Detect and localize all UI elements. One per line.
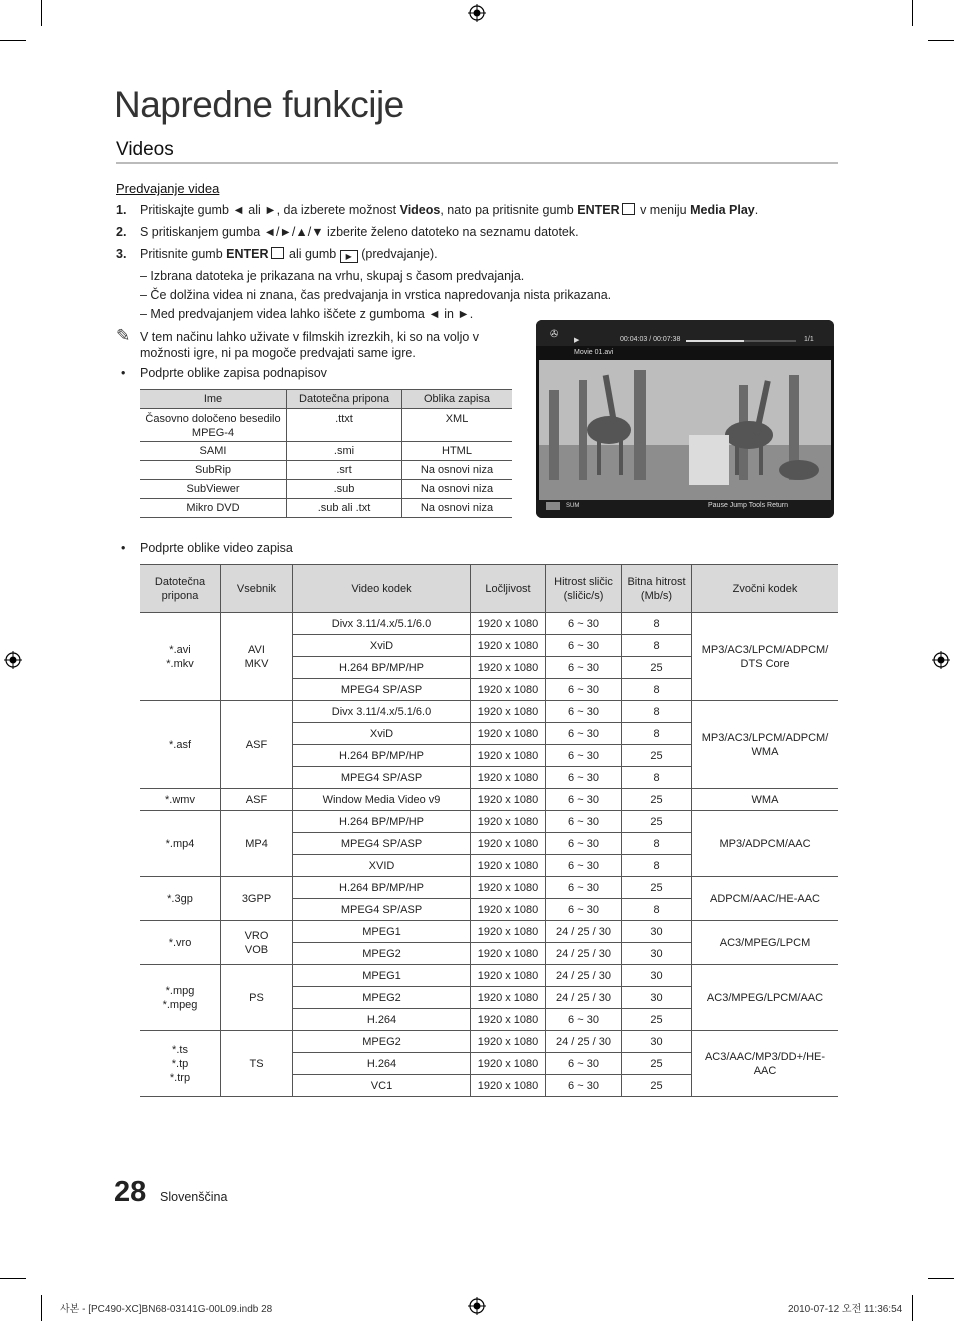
table-cell: *.ts *.tp *.trp (140, 1031, 221, 1097)
table-cell: 25 (622, 1075, 692, 1097)
note-line: V tem načinu lahko uživate v filmskih izrezkih, ki so na voljo v (140, 330, 480, 344)
usb-icon (546, 502, 560, 510)
table-cell: 1920 x 1080 (471, 943, 546, 965)
table-cell: MP4 (221, 811, 293, 877)
table-row (140, 701, 838, 723)
table-cell: 8 (622, 899, 692, 921)
table-cell: H.264 (293, 1053, 471, 1075)
enter-icon (271, 247, 284, 259)
table-cell: 25 (622, 657, 692, 679)
section-heading: Videos (116, 139, 174, 160)
table-cell: *.mp4 (140, 811, 221, 877)
table-cell: 1920 x 1080 (471, 745, 546, 767)
table-row (140, 613, 838, 635)
table-cell: *.wmv (140, 789, 221, 811)
table-cell: Na osnovi niza (402, 461, 513, 480)
table-cell: 1920 x 1080 (471, 855, 546, 877)
crop-mark (41, 0, 42, 26)
table-cell: Window Media Video v9 (293, 789, 471, 811)
table-header: Hitrost sličic (sličic/s) (546, 565, 622, 613)
table-cell: 6 ~ 30 (546, 833, 622, 855)
page-number: 28 (114, 1176, 147, 1208)
table-cell: 1920 x 1080 (471, 635, 546, 657)
table-cell: 1920 x 1080 (471, 965, 546, 987)
table-cell: 8 (622, 723, 692, 745)
table-cell: 25 (622, 745, 692, 767)
table-cell: H.264 BP/MP/HP (293, 811, 471, 833)
table-cell: 6 ~ 30 (546, 899, 622, 921)
table-cell: MPEG1 (293, 921, 471, 943)
table-cell: XML (402, 409, 513, 442)
table-cell: 1920 x 1080 (471, 723, 546, 745)
table-cell: 1920 x 1080 (471, 1053, 546, 1075)
table-cell: MPEG4 SP/ASP (293, 899, 471, 921)
table-cell: H.264 BP/MP/HP (293, 877, 471, 899)
table-cell: 6 ~ 30 (546, 723, 622, 745)
crop-mark (912, 0, 913, 26)
dash-item: – Če dolžina videa ni znana, čas predvajanja in vrstica napredovanja nista prikazana. (140, 288, 612, 302)
movie-icon: ✇ (550, 329, 559, 340)
table-cell: 30 (622, 921, 692, 943)
table-cell: 1920 x 1080 (471, 921, 546, 943)
table-cell: 25 (622, 1009, 692, 1031)
table-cell: 24 / 25 / 30 (546, 1031, 622, 1053)
table-cell: 1920 x 1080 (471, 833, 546, 855)
table-cell: 8 (622, 679, 692, 701)
table-cell: 1920 x 1080 (471, 1075, 546, 1097)
table-cell: 6 ~ 30 (546, 855, 622, 877)
table-cell: Na osnovi niza (402, 499, 513, 518)
table-cell: *.3gp (140, 877, 221, 921)
table-cell: 6 ~ 30 (546, 679, 622, 701)
table-cell: 6 ~ 30 (546, 613, 622, 635)
video-player-screenshot (536, 320, 834, 518)
crop-mark (912, 1295, 913, 1321)
table-cell: MPEG2 (293, 987, 471, 1009)
table-cell: *.vro (140, 921, 221, 965)
table-cell: XviD (293, 723, 471, 745)
table-cell: 1920 x 1080 (471, 811, 546, 833)
player-top-bar (536, 320, 834, 346)
table-cell: .sub ali .txt (287, 499, 402, 518)
table-cell: 6 ~ 30 (546, 701, 622, 723)
table-cell: AVI MKV (221, 613, 293, 701)
registration-mark-icon (932, 651, 950, 669)
video-format-table (140, 564, 838, 1097)
table-header: Bitna hitrost (Mb/s) (622, 565, 692, 613)
table-row (140, 965, 838, 987)
table-cell: 25 (622, 789, 692, 811)
table-header: Vsebnik (221, 565, 293, 613)
file-info: 사본 - [PC490-XC]BN68-03141G-00L09.indb 28 (60, 1304, 273, 1315)
table-cell: Divx 3.11/4.x/5.1/6.0 (293, 701, 471, 723)
table-cell: 8 (622, 635, 692, 657)
bullet-subtitles: • Podprte oblike zapisa podnapisov (121, 366, 327, 380)
table-cell: AC3/MPEG/LPCM/AAC (692, 965, 839, 1031)
table-cell: *.avi *.mkv (140, 613, 221, 701)
table-cell: 1920 x 1080 (471, 899, 546, 921)
table-cell: 24 / 25 / 30 (546, 921, 622, 943)
table-cell: 6 ~ 30 (546, 1075, 622, 1097)
table-cell: 24 / 25 / 30 (546, 965, 622, 987)
crop-mark (928, 40, 954, 41)
table-cell: 6 ~ 30 (546, 635, 622, 657)
table-header: Ločljivost (471, 565, 546, 613)
table-cell: 6 ~ 30 (546, 657, 622, 679)
table-cell: AC3/MPEG/LPCM (692, 921, 839, 965)
table-cell: 1920 x 1080 (471, 1031, 546, 1053)
print-date: 2010-07-12 오전 11:36:54 (788, 1304, 903, 1315)
table-cell: 1920 x 1080 (471, 877, 546, 899)
section-divider (116, 162, 838, 164)
step-2: 2. S pritiskanjem gumba ◄/►/▲/▼ izberite želeno datoteko na seznamu datotek. (116, 225, 579, 239)
table-cell: 1920 x 1080 (471, 767, 546, 789)
table-cell: 6 ~ 30 (546, 767, 622, 789)
table-header: Oblika zapisa (402, 390, 513, 409)
table-cell: .srt (287, 461, 402, 480)
progress-fill (686, 340, 744, 342)
table-cell: MP3/AC3/LPCM/ADPCM/ DTS Core (692, 613, 839, 701)
dash-item: – Med predvajanjem videa lahko iščete z gumboma ◄ in ►. (140, 307, 474, 321)
bullet-video: • Podprte oblike video zapisa (121, 541, 293, 555)
table-cell: 6 ~ 30 (546, 811, 622, 833)
note-line: možnosti igre, ni pa mogoče predvajati same igre. (140, 346, 416, 360)
table-cell: H.264 BP/MP/HP (293, 745, 471, 767)
table-cell: 30 (622, 1031, 692, 1053)
table-cell: Na osnovi niza (402, 480, 513, 499)
table-row (140, 877, 838, 899)
language-label: Slovenščina (160, 1190, 228, 1204)
table-cell: XVID (293, 855, 471, 877)
table-cell: MPEG4 SP/ASP (293, 679, 471, 701)
table-cell: MPEG2 (293, 1031, 471, 1053)
table-cell: 25 (622, 877, 692, 899)
table-cell: 6 ~ 30 (546, 1009, 622, 1031)
table-cell: AC3/AAC/MP3/DD+/HE- AAC (692, 1031, 839, 1097)
subtitle-format-table (140, 389, 512, 518)
table-row (140, 789, 838, 811)
table-cell: Divx 3.11/4.x/5.1/6.0 (293, 613, 471, 635)
table-cell: 8 (622, 855, 692, 877)
table-cell: 30 (622, 943, 692, 965)
table-row (140, 921, 838, 943)
table-cell: *.asf (140, 701, 221, 789)
crop-mark (41, 1295, 42, 1321)
table-cell: 1920 x 1080 (471, 679, 546, 701)
table-cell: SubRip (140, 461, 287, 480)
page-indicator: 1/1 (804, 336, 814, 343)
bullet-icon: • (121, 541, 126, 555)
table-cell: MP3/AC3/LPCM/ADPCM/ WMA (692, 701, 839, 789)
table-cell: MPEG4 SP/ASP (293, 767, 471, 789)
table-cell: MPEG4 SP/ASP (293, 833, 471, 855)
table-cell: MPEG2 (293, 943, 471, 965)
table-cell: .sub (287, 480, 402, 499)
table-cell: *.mpg *.mpeg (140, 965, 221, 1031)
table-cell: 8 (622, 613, 692, 635)
table-cell: SubViewer (140, 480, 287, 499)
dash-item: – Izbrana datoteka je prikazana na vrhu, skupaj s časom predvajanja. (140, 269, 525, 283)
table-cell: 24 / 25 / 30 (546, 943, 622, 965)
table-cell: 8 (622, 833, 692, 855)
table-cell: SAMI (140, 442, 287, 461)
table-cell: H.264 (293, 1009, 471, 1031)
progress-bar (686, 340, 796, 342)
table-header: Ime (140, 390, 287, 409)
table-cell: .smi (287, 442, 402, 461)
table-cell: 6 ~ 30 (546, 1053, 622, 1075)
table-cell: 30 (622, 965, 692, 987)
table-cell: 1920 x 1080 (471, 789, 546, 811)
table-cell: 8 (622, 701, 692, 723)
device-name: SUM (566, 503, 580, 509)
table-header: Datotečna pripona (287, 390, 402, 409)
table-cell: HTML (402, 442, 513, 461)
table-cell: 1920 x 1080 (471, 701, 546, 723)
enter-icon (622, 203, 635, 215)
table-cell: 1920 x 1080 (471, 657, 546, 679)
video-frame-image (539, 360, 831, 500)
table-cell: MP3/ADPCM/AAC (692, 811, 839, 877)
bullet-icon: • (121, 366, 126, 380)
registration-mark-icon (468, 1297, 486, 1315)
crop-mark (0, 40, 26, 41)
table-cell: PS (221, 965, 293, 1031)
table-cell: 30 (622, 987, 692, 1009)
note-pencil-icon: ✎ (116, 326, 131, 345)
table-header: Video kodek (293, 565, 471, 613)
table-cell: 6 ~ 30 (546, 745, 622, 767)
giraffes-image (539, 360, 831, 500)
table-cell: VC1 (293, 1075, 471, 1097)
table-cell: MPEG1 (293, 965, 471, 987)
table-cell: TS (221, 1031, 293, 1097)
table-cell: 25 (622, 811, 692, 833)
table-header: Zvočni kodek (692, 565, 839, 613)
table-cell: 1920 x 1080 (471, 1009, 546, 1031)
playback-time: 00:04:03 / 00:07:38 (620, 336, 681, 343)
table-cell: .ttxt (287, 409, 402, 442)
page-title: Napredne funkcije (114, 84, 404, 125)
table-cell: 1920 x 1080 (471, 613, 546, 635)
table-cell: ADPCM/AAC/HE-AAC (692, 877, 839, 921)
table-cell: H.264 BP/MP/HP (293, 657, 471, 679)
table-cell: ASF (221, 789, 293, 811)
table-cell: ASF (221, 701, 293, 789)
registration-mark-icon (4, 651, 22, 669)
subheading: Predvajanje videa (116, 181, 220, 196)
player-controls: Pause Jump Tools Return (708, 502, 789, 509)
table-cell: WMA (692, 789, 839, 811)
table-cell: 25 (622, 1053, 692, 1075)
table-cell: 24 / 25 / 30 (546, 987, 622, 1009)
registration-mark-icon (468, 4, 486, 22)
step-1: 1. Pritiskajte gumb ◄ ali ►, da izberete možnost Videos, nato pa pritisnite gumb ENTER v meniju Media Play. (116, 203, 759, 217)
table-cell: 1920 x 1080 (471, 987, 546, 1009)
table-cell: Mikro DVD (140, 499, 287, 518)
table-cell: 6 ~ 30 (546, 789, 622, 811)
crop-mark (0, 1278, 26, 1279)
table-cell: 8 (622, 767, 692, 789)
player-bottom-bar (536, 500, 834, 518)
table-cell: XviD (293, 635, 471, 657)
table-cell: VRO VOB (221, 921, 293, 965)
table-cell: 6 ~ 30 (546, 877, 622, 899)
play-icon: ▶ (340, 250, 358, 263)
file-name: Movie 01.avi (574, 349, 614, 356)
table-header: Datotečna pripona (140, 565, 221, 613)
play-indicator-icon: ▶ (574, 337, 580, 344)
crop-mark (928, 1278, 954, 1279)
step-3: 3. Pritisnite gumb ENTER ali gumb ▶ (predvajanje). (116, 247, 438, 261)
table-cell: Časovno določeno besedilo MPEG-4 (140, 409, 287, 442)
video-table-body (140, 613, 838, 1097)
table-cell: 3GPP (221, 877, 293, 921)
table-row (140, 811, 838, 833)
table-row (140, 1031, 838, 1053)
